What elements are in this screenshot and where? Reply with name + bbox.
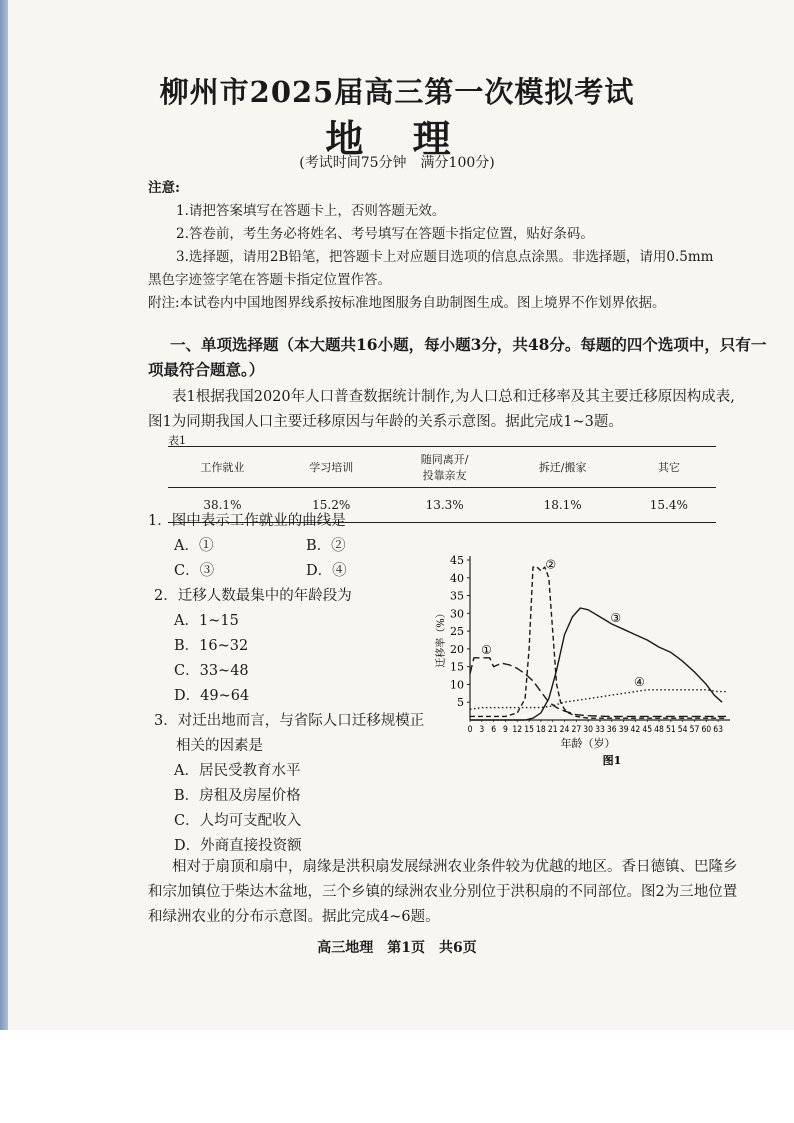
note-item: 2.答卷前，考生务必将姓名、考号填写在答题卡指定位置，贴好条码。	[176, 226, 594, 242]
chart-axes	[470, 556, 730, 720]
y-tick-label: 40	[450, 571, 464, 585]
x-tick-label: 48	[654, 725, 664, 735]
exam-title: 柳州市2025届高三第一次模拟考试	[159, 75, 635, 109]
x-tick-label: 12	[512, 725, 523, 735]
y-tick-label: 5	[457, 696, 464, 710]
question-option: C．33~48	[174, 663, 249, 679]
question-option: C．③	[174, 563, 215, 579]
question-option: A．居民受教育水平	[174, 763, 301, 779]
exam-info: (考试时间75分钟 满分100分)	[299, 155, 495, 171]
passage-text: 和绿洲农业的分布示意图。据此完成4~6题。	[148, 909, 440, 925]
x-tick-label: 21	[547, 725, 558, 735]
series-label-4: ④	[633, 675, 645, 690]
x-tick-label: 39	[618, 725, 629, 735]
y-tick-label: 45	[450, 554, 464, 567]
question-option: D．外商直接投资额	[174, 838, 302, 854]
question-stem: 1．图中表示工作就业的曲线是	[148, 513, 346, 529]
x-axis-label: 年龄（岁）	[560, 737, 616, 750]
series-line-4	[470, 690, 726, 710]
question-option: A．1~15	[174, 613, 239, 629]
table-cell: 18.1%	[504, 488, 622, 523]
intro-text: 图1为同期我国人口主要迁移原因与年龄的关系示意图。据此完成1~3题。	[148, 414, 623, 430]
table-header-row	[168, 447, 716, 488]
x-tick-label: 57	[689, 725, 700, 735]
question-stem: 相关的因素是	[176, 738, 263, 754]
question-option: B．16~32	[174, 638, 249, 654]
y-axis-label: 迁移率（%）	[436, 608, 447, 668]
x-tick-label: 30	[583, 725, 594, 735]
table-header-cell: 学习培训	[277, 447, 386, 488]
x-tick-label: 33	[595, 725, 605, 735]
x-tick-label: 27	[571, 725, 582, 735]
question-stem: 3．对迁出地而言，与省际人口迁移规模正	[154, 713, 425, 729]
table-header-cell: 工作就业	[168, 447, 277, 488]
series-label-2: ②	[545, 557, 557, 572]
table-cell: 38.1%	[168, 488, 277, 523]
y-tick-label: 15	[450, 660, 464, 674]
table-header-cell: 其它	[622, 447, 716, 488]
section-heading: 项最符合题意。）	[148, 360, 265, 379]
question-option: D．49~64	[174, 688, 250, 704]
x-tick-label: 6	[491, 725, 497, 735]
series-line-2	[470, 567, 726, 718]
y-tick-label: 35	[450, 589, 464, 603]
x-tick-label: 18	[536, 725, 546, 735]
table-cell: 13.3%	[386, 488, 504, 523]
passage-text: 和宗加镇位于柴达木盆地，三个乡镇的绿洲农业分别位于洪积扇的不同部位。图2为三地位置	[148, 884, 738, 900]
x-tick-label: 60	[701, 725, 712, 735]
passage-text: 相对于扇顶和扇中，扇缘是洪积扇发展绿洲农业条件较为优越的地区。香日德镇、巴隆乡	[172, 859, 738, 875]
x-tick-label: 24	[559, 725, 570, 735]
x-tick-label: 63	[713, 725, 723, 735]
y-tick-label: 25	[450, 625, 464, 639]
chart-series-labels	[481, 558, 645, 690]
intro-text: 表1根据我国2020年人口普查数据统计制作,为人口总和迁移率及其主要迁移原因构成表,	[172, 389, 735, 405]
table-cell: 15.4%	[622, 488, 716, 523]
x-tick-label: 51	[665, 725, 676, 735]
figure-caption: 图1	[602, 754, 622, 767]
table-header-cell: 拆迁/搬家	[504, 447, 622, 488]
subject-title: 地 理	[325, 116, 469, 161]
x-tick-label: 54	[677, 725, 688, 735]
x-tick-label: 3	[479, 725, 485, 735]
question-option: A．①	[174, 538, 214, 554]
y-tick-label: 30	[450, 607, 464, 621]
note-item: 黑色字迹签字笔在答题卡指定位置作答。	[148, 272, 391, 288]
chart-curves	[470, 567, 726, 720]
page-footer: 高三地理 第1页 共6页	[317, 940, 477, 956]
section-heading: 一、单项选择题（本大题共16小题，每小题3分，共48分。每题的四个选项中，只有一	[170, 335, 767, 354]
x-tick-label: 45	[642, 725, 653, 735]
x-tick-label: 9	[503, 725, 508, 735]
x-tick-label: 36	[606, 725, 617, 735]
x-tick-label: 0	[467, 725, 473, 735]
notes-heading: 注意:	[148, 180, 180, 196]
question-stem: 2．迁移人数最集中的年龄段为	[154, 588, 352, 604]
question-option: C．人均可支配收入	[174, 813, 302, 829]
question-option: B．②	[306, 538, 346, 554]
table-cell: 15.2%	[277, 488, 386, 523]
note-item: 1.请把答案填写在答题卡上，否则答题无效。	[176, 203, 446, 219]
series-label-1: ①	[481, 643, 492, 658]
table-header-cell: 随同离开/ 投靠亲友	[386, 447, 504, 488]
note-item: 3.选择题，请用2B铅笔，把答题卡上对应题目选项的信息点涂黑。非选择题，请用0.5mm	[176, 249, 714, 265]
x-tick-label: 15	[524, 725, 534, 735]
x-tick-label: 42	[630, 725, 641, 735]
question-option: D．④	[306, 563, 347, 579]
notes-appendix: 附注:本试卷内中国地图界线系按标准地图服务自助制图生成。图上境界不作划界依据。	[148, 295, 666, 311]
question-option: B．房租及房屋价格	[174, 788, 301, 804]
y-tick-label: 20	[450, 642, 464, 656]
y-tick-label: 10	[450, 678, 464, 692]
table-label: 表1	[168, 434, 186, 447]
figure-1-chart	[430, 550, 750, 775]
series-label-3: ③	[610, 611, 622, 626]
